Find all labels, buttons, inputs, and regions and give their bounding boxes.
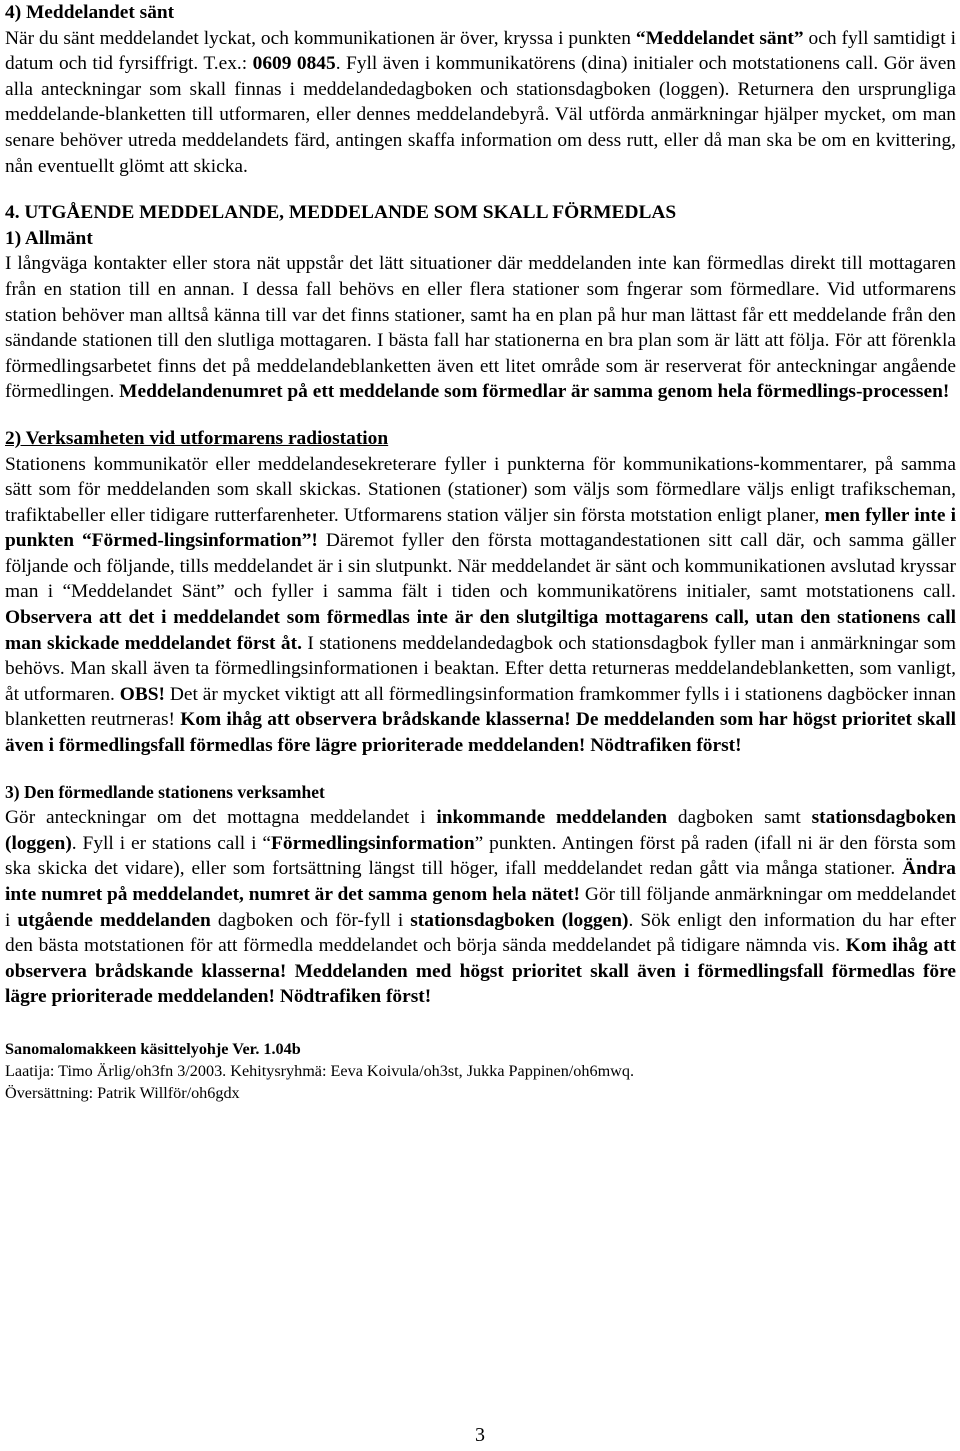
footer-translation: Översättning: Patrik Willför/oh6gdx — [5, 1083, 240, 1102]
footer-title: Sanomalomakkeen käsittelyohje Ver. 1.04b — [5, 1039, 301, 1058]
section-relay-station — [5, 780, 956, 1010]
document-footer — [5, 1038, 956, 1104]
section-heading: 2) Verksamheten vid utformarens radiostation — [5, 427, 389, 449]
section-message-sent — [5, 0, 956, 179]
section-originator-station — [5, 426, 956, 759]
document-page — [5, 0, 956, 1104]
page-number: 3 — [475, 1424, 485, 1446]
paragraph: Stationens kommunikatör eller meddelandesekreterare fyller i punkterna för kommunikations-kommentarer, på samma sätt som för meddelanden som skall skickas. Stationen (stationer) som väljs som förmedlare väljs enligt trafikscheman, trafiktabeller eller tidigare rutterfarenheter. Utformarens station väljer sin första motstation enligt planer, men fyller inte i punkten “Förmed-lingsinformation”! Däremot fyller den första mottagandestationen sitt call där, och samma gäller följande och följande, tills meddelandet är i sin slutpunkt. När meddelandet är sänt och kommunikationen avslutad kryssar man i “Meddelandet Sänt” och fyller i samma fält i tiden och kommunikatörens initialer, samt motstationens call. Observera att det i meddelandet som förmedlas inte är den slutgiltiga mottagarens call, utan den stationens call man skickade meddelandet först åt. I stationens meddelandedagbok och stationsdagbok fyller man i anmärkningar som behövs. Man skall även ta förmedlingsinformationen i beaktan. Efter detta returneras meddelandeblanketten, som vanligt, åt utformaren. OBS! Det är mycket viktigt att all förmedlingsinformation framkommer fylls i i stationens dagböcker innan blanketten reutrneras! Kom ihåg att observera brådskande klasserna! De meddelanden som har högst prioritet skall även i förmedlingsfall förmedlas före lägre prioriterade meddelanden! Nödtrafiken först! — [5, 453, 957, 757]
footer-authors: Laatija: Timo Ärlig/oh3fn 3/2003. Kehitysryhmä: Eeva Koivula/oh3st, Jukka Pappinen/oh6mwq. — [5, 1061, 635, 1080]
section-heading: 4) Meddelandet sänt — [5, 2, 175, 23]
main-heading: 4. UTGÅENDE MEDDELANDE, MEDDELANDE SOM SKALL FÖRMEDLAS — [5, 202, 677, 224]
section-heading: 3) Den förmedlande stationens verksamhet — [5, 781, 325, 802]
paragraph: När du sänt meddelandet lyckat, och kommunikationen är över, kryssa i punkten “Meddelandet sänt” och fyll samtidigt i datum och tid fyrsiffrigt. T.ex.: 0609 0845. Fyll även i kommunikatörens (dina) initialer och motstationens call. Gör även alla anteckningar som skall finnas i meddelandedagboken och stationsdagboken (loggen). Returnera den ursprungliga meddelande-blanketten till utformaren, eller dennes meddelandebyrå. Väl utförda anmärkningar hjälper mycket, om man senare behöver utreda meddelandets färd, antingen skaffa information om dess rutt, eller då man ska be om en kvittering, nån eventuellt glömt att skicka. — [5, 27, 956, 177]
section-outgoing-message — [5, 200, 956, 405]
paragraph: Gör anteckningar om det mottagna meddelandet i inkommande meddelanden dagboken samt stationsdagboken (loggen). Fyll i er stations call i “Förmedlingsinformation” punkten. Antingen först på raden (ifall ni är den första som ska skicka det vidare), eller som fortsättning längst till höger, ifall meddelandet redan gått via många stationer. Ändra inte numret på meddelandet, numret är det samma genom hela nätet! Gör till följande anmärkningar om meddelandet i utgående meddelanden dagboken och för-fyll i stationsdagboken (loggen). Sök enligt den information du har efter den bästa motstationen för att förmedla meddelandet och börja sända meddelandet på tidigare nämnda vis. Kom ihåg att observera brådskande klasserna! Meddelanden med högst prioritet skall även i förmedlingsfall förmedlas före lägre prioriterade meddelanden! Nödtrafiken först! — [5, 807, 956, 1008]
paragraph: I långväga kontakter eller stora nät uppstår det lätt situationer där meddelanden inte kan förmedlas direkt till mottagaren från en station till en annan. I dessa fall behövs en eller flera stationer som fngerar som förmedlare. Vid utformarens station behöver man alltså känna till var det finns stationer, samt ha en plan på hur man lättast får ett meddelande från den sändande stationen till den slutliga mottagaren. I bästa fall har stationerna en bra plan som är lätt att följa. För att förenkla förmedlingsarbetet finns det på meddelandeblanketten även ett litet område som är reserverat för anteckningar angående förmedlingen. Meddelandenumret på ett meddelande som förmedlar är samma genom hela förmedlings-processen! — [5, 253, 956, 403]
section-heading: 1) Allmänt — [5, 227, 93, 249]
